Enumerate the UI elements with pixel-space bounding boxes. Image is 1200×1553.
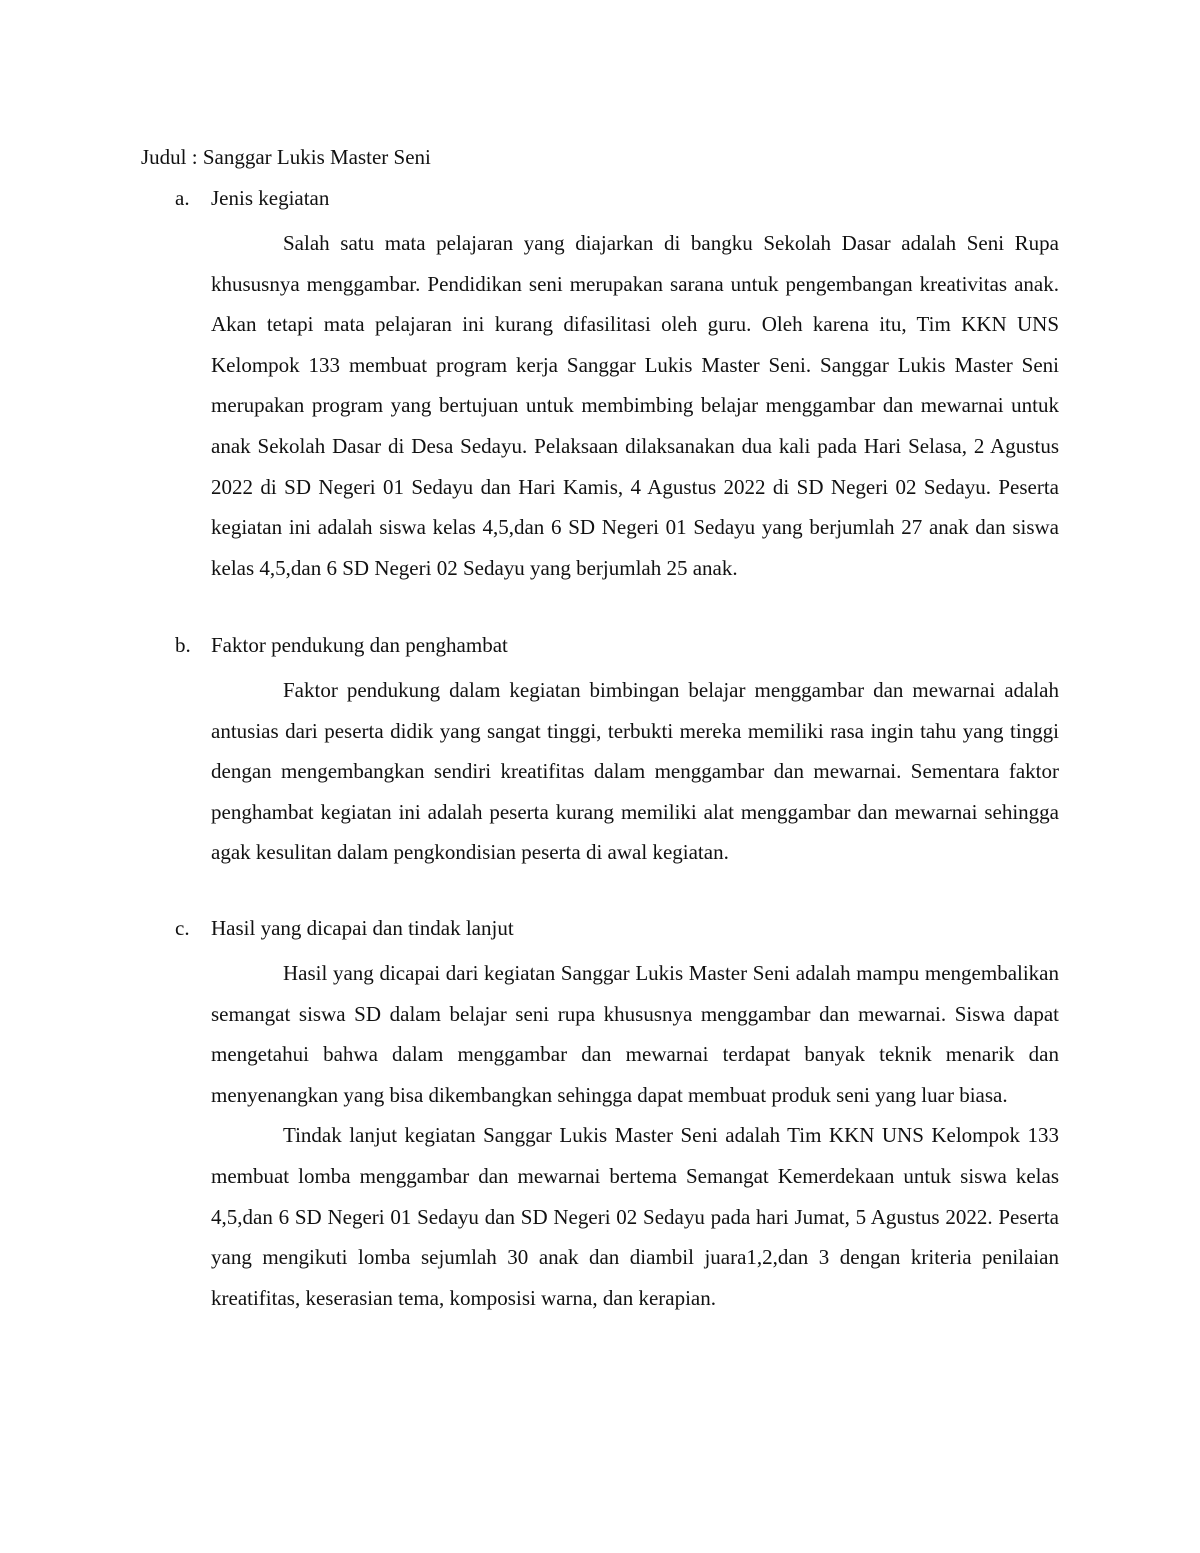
section-header: [141, 183, 1059, 223]
paragraph: Faktor pendukung dalam kegiatan bimbingan belajar menggambar dan mewarnai adalah antusias dari peserta didik yang sangat tinggi, terbukti mereka memiliki rasa ingin tahu yang tinggi dengan mengembangkan sendiri kreatifitas dalam menggambar dan mewarnai. Sementara faktor penghambat kegiatan ini adalah peserta kurang memiliki alat menggambar dan mewarnai sehingga agak kesulitan dalam pengkondisian peserta di awal kegiatan.: [211, 678, 1059, 865]
section-jenis-kegiatan: [141, 183, 1059, 588]
section-header: [141, 630, 1059, 670]
section-letter: a.: [175, 186, 190, 210]
paragraph: Hasil yang dicapai dari kegiatan Sanggar Lukis Master Seni adalah mampu mengembalikan semangat siswa SD dalam belajar seni rupa khususnya menggambar dan mewarnai. Siswa dapat mengetahui bahwa dalam menggambar dan mewarnai terdapat banyak teknik menarik dan menyenangkan yang bisa dikembangkan sehingga dapat membuat produk seni yang luar biasa.: [211, 961, 1059, 1107]
section-heading: Hasil yang dicapai dan tindak lanjut: [211, 916, 514, 940]
document-title: Judul : Sanggar Lukis Master Seni: [141, 145, 431, 169]
paragraph: Salah satu mata pelajaran yang diajarkan di bangku Sekolah Dasar adalah Seni Rupa khususnya menggambar. Pendidikan seni merupakan sarana untuk pengembangan kreativitas anak. Akan tetapi mata pelajaran ini kurang difasilitasi oleh guru. Oleh karena itu, Tim KKN UNS Kelompok 133 membuat program kerja Sanggar Lukis Master Seni. Sanggar Lukis Master Seni merupakan program yang bertujuan untuk membimbing belajar menggambar dan mewarnai untuk anak Sekolah Dasar di Desa Sedayu. Pelaksaan dilaksanakan dua kali pada Hari Selasa, 2 Agustus 2022 di SD Negeri 01 Sedayu dan Hari Kamis, 4 Agustus 2022 di SD Negeri 02 Sedayu. Peserta kegiatan ini adalah siswa kelas 4,5,dan 6 SD Negeri 01 Sedayu yang berjumlah 27 anak dan siswa kelas 4,5,dan 6 SD Negeri 02 Sedayu yang berjumlah 25 anak.: [211, 231, 1059, 580]
section-header: [141, 913, 1059, 953]
section-heading: Faktor pendukung dan penghambat: [211, 633, 508, 657]
section-faktor-pendukung-penghambat: [141, 630, 1059, 873]
section-heading: Jenis kegiatan: [211, 186, 330, 210]
section-letter: c.: [175, 916, 190, 940]
paragraph: Tindak lanjut kegiatan Sanggar Lukis Master Seni adalah Tim KKN UNS Kelompok 133 membuat lomba menggambar dan mewarnai bertema Semangat Kemerdekaan untuk siswa kelas 4,5,dan 6 SD Negeri 01 Sedayu dan SD Negeri 02 Sedayu pada hari Jumat, 5 Agustus 2022. Peserta yang mengikuti lomba sejumlah 30 anak dan diambil juara1,2,dan 3 dengan kriteria penilaian kreatifitas, keserasian tema, komposisi warna, dan kerapian.: [211, 1123, 1059, 1310]
section-hasil-tindak-lanjut: [141, 913, 1059, 1318]
section-letter: b.: [175, 633, 191, 657]
